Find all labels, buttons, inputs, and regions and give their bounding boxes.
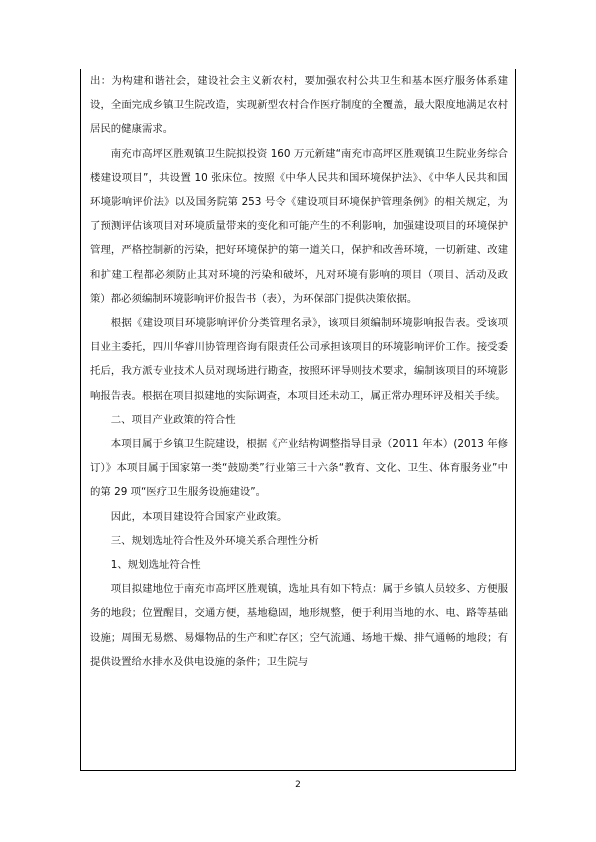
section-heading-site-planning: 三、规划选址符合性及外环境关系合理性分析 (110, 534, 319, 547)
section-heading-industry-policy: 二、项目产业政策的符合性 (110, 413, 236, 426)
page-number: 2 (295, 780, 301, 790)
paragraph-project-background: 南充市高坪区胜观镇卫生院拟投资 160 万元新建“南充市高坪区胜观镇卫生院业务综合楼建设项目”，共设置 10 张床位。按照《中华人民共和国环境保护法》、《中华人民共和国环境影响评价法》以及国务院第 253 号令《建设项目环境保护管理条例》的相关规定，为了预测评估该项目对环境质量带来的变化和可能产生的不利影响，加强建设项目的环境保护管理，严格控制新的污染，把好环境保护的第一道关口，保护和改善环境，一切新建、改建和扩建工程都必须防止其对环境的污染和破坏，凡对环境有影响的项目（项目、活动及政策）都必须编制环境影响评价报告书（表），为环保部门提供决策依据。 (90, 147, 508, 305)
paragraph-site-features: 项目拟建地位于南充市高坪区胜观镇，选址具有如下特点：属于乡镇人员较多、方便服务的地段；位置醒目，交通方便，基地稳固，地形规整，便于利用当地的水、电、路等基础设施；周围无易燃、易爆物品的生产和贮存区；空气流通、场地干燥、排气通畅的地段；有提供设置给水排水及供电设施的条件；卫生院与 (90, 583, 508, 668)
paragraph-policy-conclusion: 因此，本项目建设符合国家产业政策。 (110, 510, 288, 523)
subsection-heading-site-compliance: 1、规划选址符合性 (110, 559, 201, 572)
document-body (90, 69, 508, 674)
paragraph-intro-continuation: 出：为构建和谐社会，建设社会主义新农村，要加强农村公共卫生和基本医疗服务体系建设，全面完成乡镇卫生院改造，实现新型农村合作医疗制度的全覆盖，最大限度地满足农村居民的健康需求。 (90, 75, 508, 136)
paragraph-industry-policy: 本项目属于乡镇卫生院建设，根据《产业结构调整指导目录（2011 年本）(2013 年修订）》本项目属于国家第一类“鼓励类”行业第三十六条“教育、文化、卫生、体育服务业”中的第 29 项“医疗卫生服务设施建设”。 (90, 438, 508, 499)
paragraph-eia-commission: 根据《建设项目环境影响评价分类管理名录》，该项目须编制环境影响报告表。受该项目业主委托，四川华睿川协管理咨询有限责任公司承担该项目的环境影响评价工作。接受委托后，我方派专业技术人员对现场进行勘查，按照环评导则技术要求，编制该项目的环境影响报告表。根据在项目拟建地的实际调查，本项目还未动工，属正常办理环评及相关手续。 (90, 317, 508, 402)
